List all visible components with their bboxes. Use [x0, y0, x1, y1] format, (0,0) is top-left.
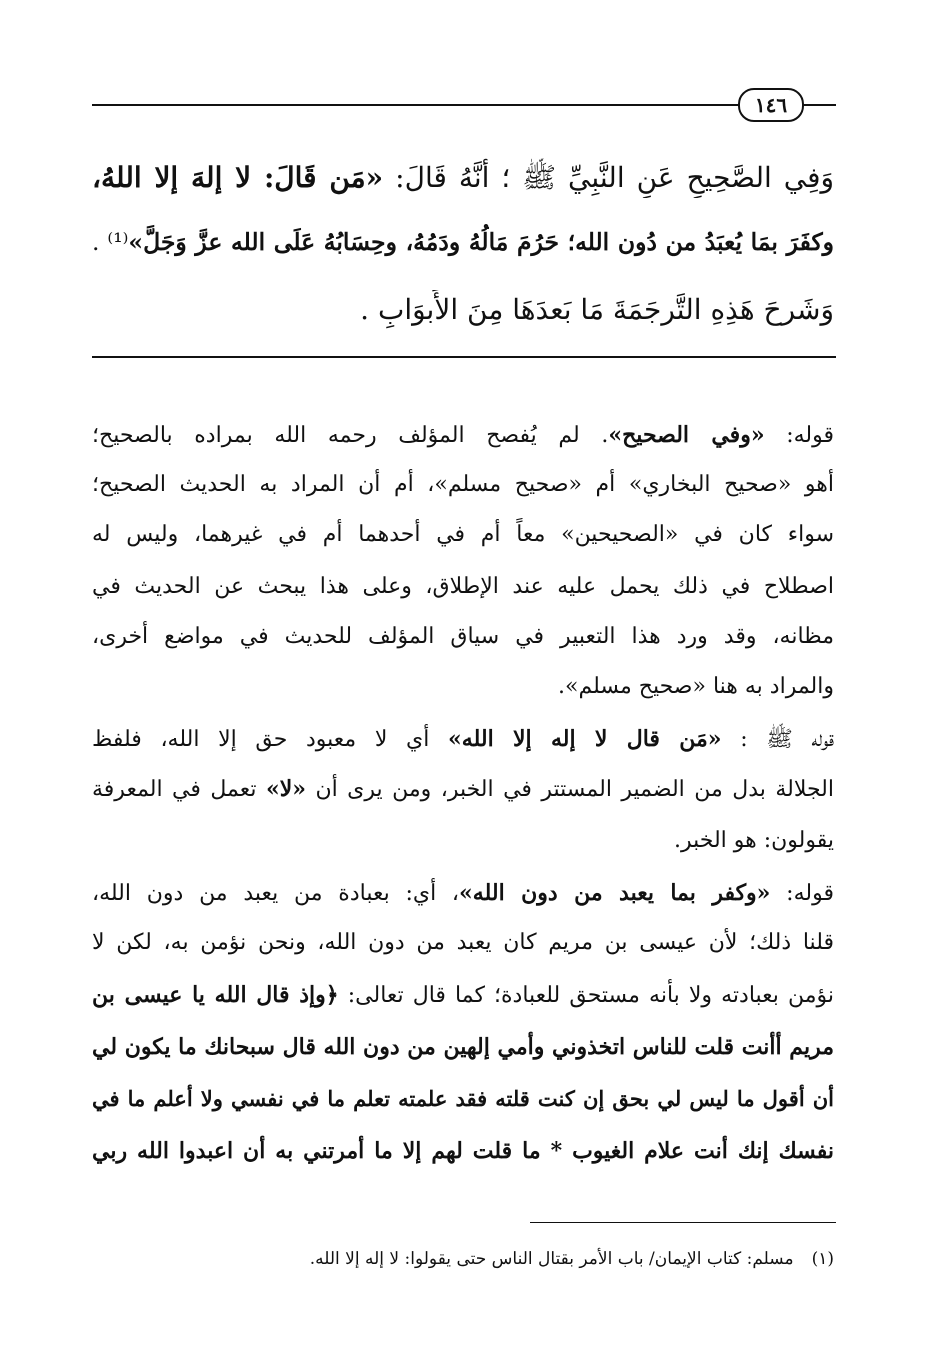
commentary-line — [92, 1030, 834, 1065]
text: نؤمن بعبادته ولا بأنه مستحق للعبادة؛ كما قال تعالى: — [338, 983, 834, 1008]
quoted-phrase: «وكفر بما يعبد من دون الله» — [459, 880, 771, 906]
commentary-line — [92, 620, 834, 654]
commentary-line — [92, 1082, 834, 1116]
text: تعمل في المعرفة — [92, 777, 266, 802]
header-rule — [92, 104, 836, 106]
text: قوله ﷺ : — [721, 727, 834, 752]
quoted-phrase: «وفي الصحيح» — [608, 422, 765, 448]
commentary-line — [92, 570, 834, 604]
footnote-text: مسلم: كتاب الإيمان/ باب الأمر بقتال الناس حتى يقولوا: لا إله إلا الله. — [309, 1249, 794, 1269]
footnote-number: (١) — [811, 1249, 834, 1269]
text: الجلالة بدل من الضمير المستتر في الخبر، ومن يرى أن — [305, 777, 834, 802]
commentary-line — [92, 722, 834, 757]
commentary-line — [92, 468, 834, 502]
section-divider — [92, 356, 836, 358]
commentary-line — [92, 772, 834, 807]
hadith-text: وكفَرَ بمَا يُعبَدُ من دُون الله؛ حَرُمَ مَالُهُ ودَمُهُ، وحِسَابُهُ عَلَى الله عزَّ وَجَلَّ» — [128, 228, 834, 256]
matn-text: وَفِي الصَّحِيحِ عَنِ النَّبِيِّ ﷺ ؛ أَنَّهُ قَالَ: — [383, 161, 834, 194]
text: قوله: — [764, 423, 834, 448]
matn-line-1 — [92, 158, 834, 198]
page-number: ١٤٦ — [738, 88, 804, 122]
commentary-line — [92, 824, 834, 858]
matn-text: وَشَرحَ هَذِهِ التَّرجَمَةَ مَا بَعدَهَا مِنَ الأَبوَابِ . — [360, 293, 834, 326]
commentary-line — [92, 876, 834, 911]
commentary-line — [92, 926, 834, 960]
matn-line-2 — [92, 222, 834, 262]
text: ، أي: بعبادة من يعبد من دون الله، — [92, 881, 460, 906]
text: اصطلاح في ذلك يحمل عليه عند الإطلاق، وعلى هذا يبحث عن الحديث في — [92, 574, 834, 599]
quran-verse: مريم أأنت قلت للناس اتخذوني وأمي إلهين من دون الله قال سبحانك ما يكون لي — [92, 1034, 834, 1060]
quran-verse: أن أقول ما ليس لي بحق إن كنت قلته فقد علمته تعلم ما في نفسي ولا أعلم ما في — [92, 1086, 834, 1111]
footnote — [92, 1246, 834, 1272]
quoted-phrase: «لا» — [265, 776, 306, 802]
footnote-rule — [530, 1222, 836, 1223]
text: قوله: — [770, 881, 834, 906]
footnote-marker: ⁽¹⁾ . — [92, 228, 129, 256]
text: أهو «صحيح البخاري» أم «صحيح مسلم»، أم أن المراد به الحديث الصحيح؛ — [92, 472, 834, 497]
quran-verse: ﴿وإذ قال الله يا عيسى بن — [92, 982, 339, 1008]
hadith-text: «مَن قَالَ: لا إلهَ إلا اللهُ، — [92, 161, 384, 194]
commentary-line — [92, 670, 834, 704]
commentary-line — [92, 978, 834, 1013]
quran-verse: نفسك إنك أنت علام الغيوب * ما قلت لهم إلا ما أمرتني به أن اعبدوا الله ربي — [92, 1138, 834, 1164]
text: مظانه، وقد ورد هذا التعبير في سياق المؤلف للحديث في مواضع أخرى، — [92, 624, 834, 649]
commentary-line — [92, 1134, 834, 1169]
text: . لم يُفصح المؤلف رحمه الله بمراده بالصحيح؛ — [92, 423, 609, 448]
commentary-line — [92, 418, 834, 453]
text: أي لا معبود حق إلا الله، فلفظ — [92, 727, 449, 752]
text: سواء كان في «الصحيحين» معاً أم في أحدهما أم في غيرهما، وليس له — [92, 522, 834, 547]
text: والمراد به هنا «صحيح مسلم». — [557, 674, 834, 699]
quoted-phrase: «مَن قال لا إله إلا الله» — [448, 726, 722, 752]
text: قلنا ذلك؛ لأن عيسى بن مريم كان يعبد من دون الله، ونحن نؤمن به، لكن لا — [92, 930, 834, 955]
commentary-line — [92, 518, 834, 552]
text: يقولون: هو الخبر. — [674, 828, 834, 853]
matn-line-3 — [92, 290, 834, 330]
